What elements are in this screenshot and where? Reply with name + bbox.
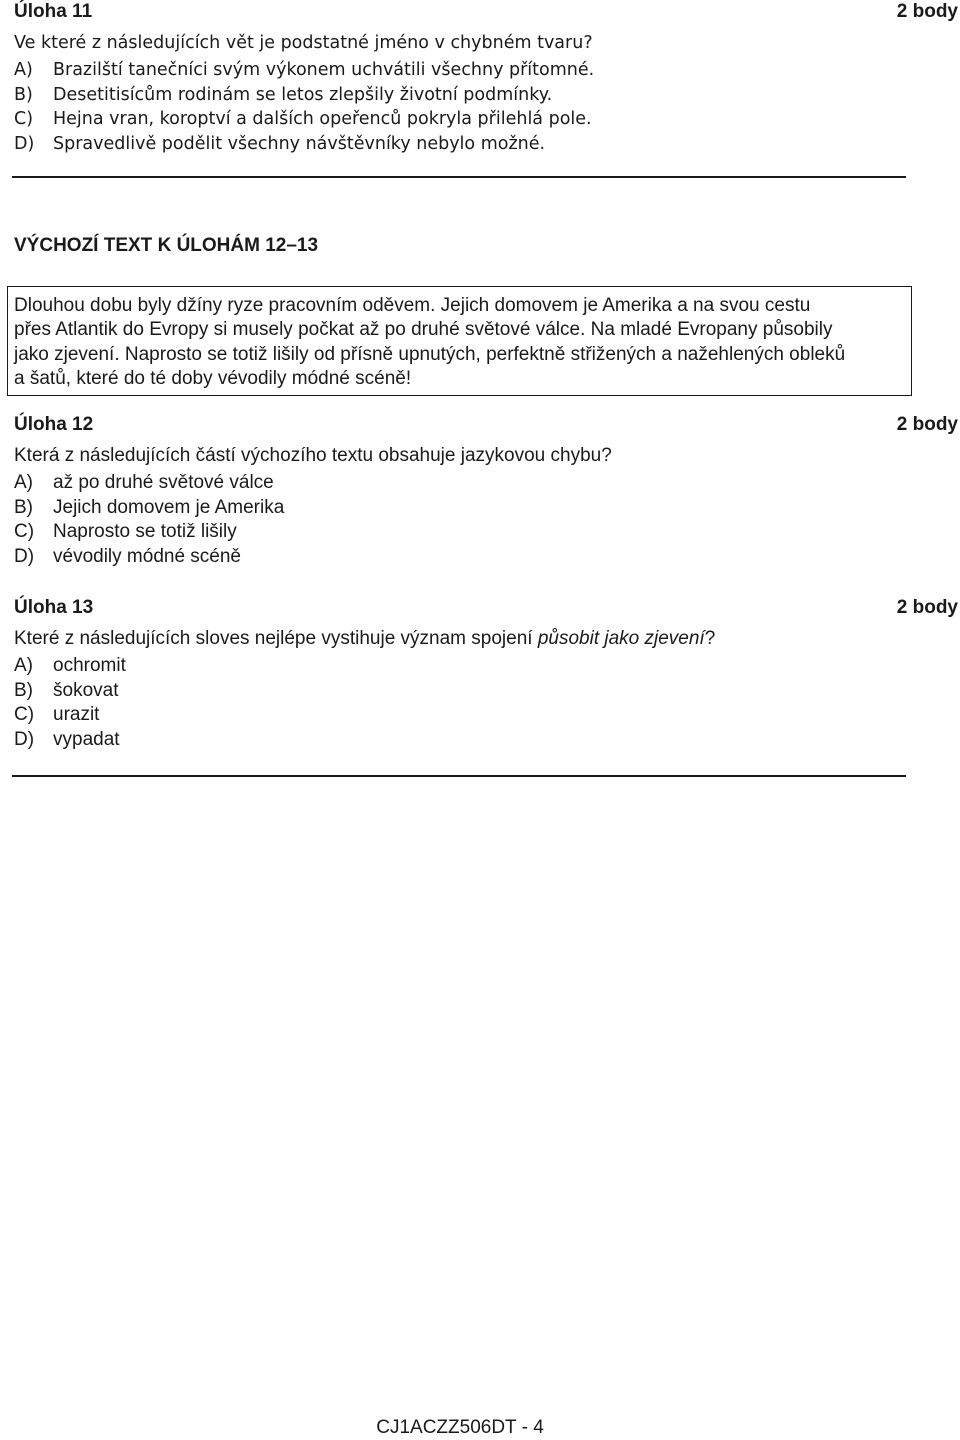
task12-option-b xyxy=(14,496,284,520)
task11-option-a xyxy=(14,58,594,82)
task13-option-d xyxy=(14,728,120,752)
section-divider xyxy=(12,775,906,777)
task11-option-b xyxy=(14,83,552,107)
option-text: až po druhé světové válce xyxy=(53,472,274,493)
option-text: Brazilští tanečníci svým výkonem uchvátili všechny přítomné. xyxy=(53,60,595,80)
source-text-line: a šatů, které do té doby vévodily módné scéně! xyxy=(14,368,412,389)
task13-option-b xyxy=(14,679,118,703)
option-letter: C) xyxy=(14,704,35,725)
option-text: vypadat xyxy=(53,729,120,750)
option-letter: B) xyxy=(14,497,33,518)
option-text: šokovat xyxy=(53,680,119,701)
option-letter: D) xyxy=(14,729,35,750)
question-emphasis: působit jako zjevení xyxy=(537,628,705,649)
option-letter: C) xyxy=(14,109,34,129)
option-letter: A) xyxy=(14,472,33,493)
source-text-line: jako zjevení. Naprosto se totiž lišily od přísně upnutých, perfektně střižených a nažehlených obleků xyxy=(14,344,846,365)
option-letter: B) xyxy=(14,85,33,105)
option-text: Desetitisícům rodinám se letos zlepšily životní podmínky. xyxy=(53,85,553,105)
option-letter: D) xyxy=(14,134,35,154)
option-letter: A) xyxy=(14,655,33,676)
task13-question xyxy=(14,627,715,651)
option-text: Naprosto se totiž lišily xyxy=(53,521,237,542)
option-letter: D) xyxy=(14,546,35,567)
source-text-line: přes Atlantik do Evropy si musely počkat až po druhé světové válce. Na mladé Evropany působily xyxy=(14,319,833,340)
task13-title: Úloha 13 xyxy=(14,597,94,618)
page-footer: CJ1ACZZ506DT - 4 xyxy=(376,1417,544,1438)
source-text-line: Dlouhou dobu byly džíny ryze pracovním oděvem. Jejich domovem je Amerika a na svou cestu xyxy=(14,295,811,316)
section-divider xyxy=(12,176,906,178)
task13-points: 2 body xyxy=(896,597,958,618)
task12-option-c xyxy=(14,520,237,544)
option-text: urazit xyxy=(53,704,100,725)
task11-question: Ve které z následujících vět je podstatné jméno v chybném tvaru? xyxy=(14,33,593,53)
task13-option-c xyxy=(14,703,99,727)
option-letter: A) xyxy=(14,60,33,80)
option-text: Hejna vran, koroptví a dalších opeřenců pokryla přilehlá pole. xyxy=(53,109,592,129)
option-text: vévodily módné scéně xyxy=(53,546,241,567)
task13-option-a xyxy=(14,654,126,678)
task12-points: 2 body xyxy=(896,414,958,435)
task12-question: Která z následujících částí výchozího textu obsahuje jazykovou chybu? xyxy=(14,445,612,466)
option-text: Spravedlivě podělit všechny návštěvníky nebylo možné. xyxy=(53,134,546,154)
task11-title: Úloha 11 xyxy=(14,1,93,22)
option-letter: C) xyxy=(14,521,35,542)
task12-title: Úloha 12 xyxy=(14,414,94,435)
task11-points: 2 body xyxy=(896,1,958,22)
option-letter: B) xyxy=(14,680,33,701)
task12-option-d xyxy=(14,545,241,569)
question-mark: ? xyxy=(704,628,716,649)
option-text: Jejich domovem je Amerika xyxy=(53,497,285,518)
task12-option-a xyxy=(14,471,274,495)
task11-option-d xyxy=(14,132,545,156)
question-text: Které z následujících sloves nejlépe vystihuje význam spojení xyxy=(14,628,538,649)
option-text: ochromit xyxy=(53,655,126,676)
source-text-heading: VÝCHOZÍ TEXT K ÚLOHÁM 12–13 xyxy=(14,235,319,256)
task11-option-c xyxy=(14,107,592,131)
